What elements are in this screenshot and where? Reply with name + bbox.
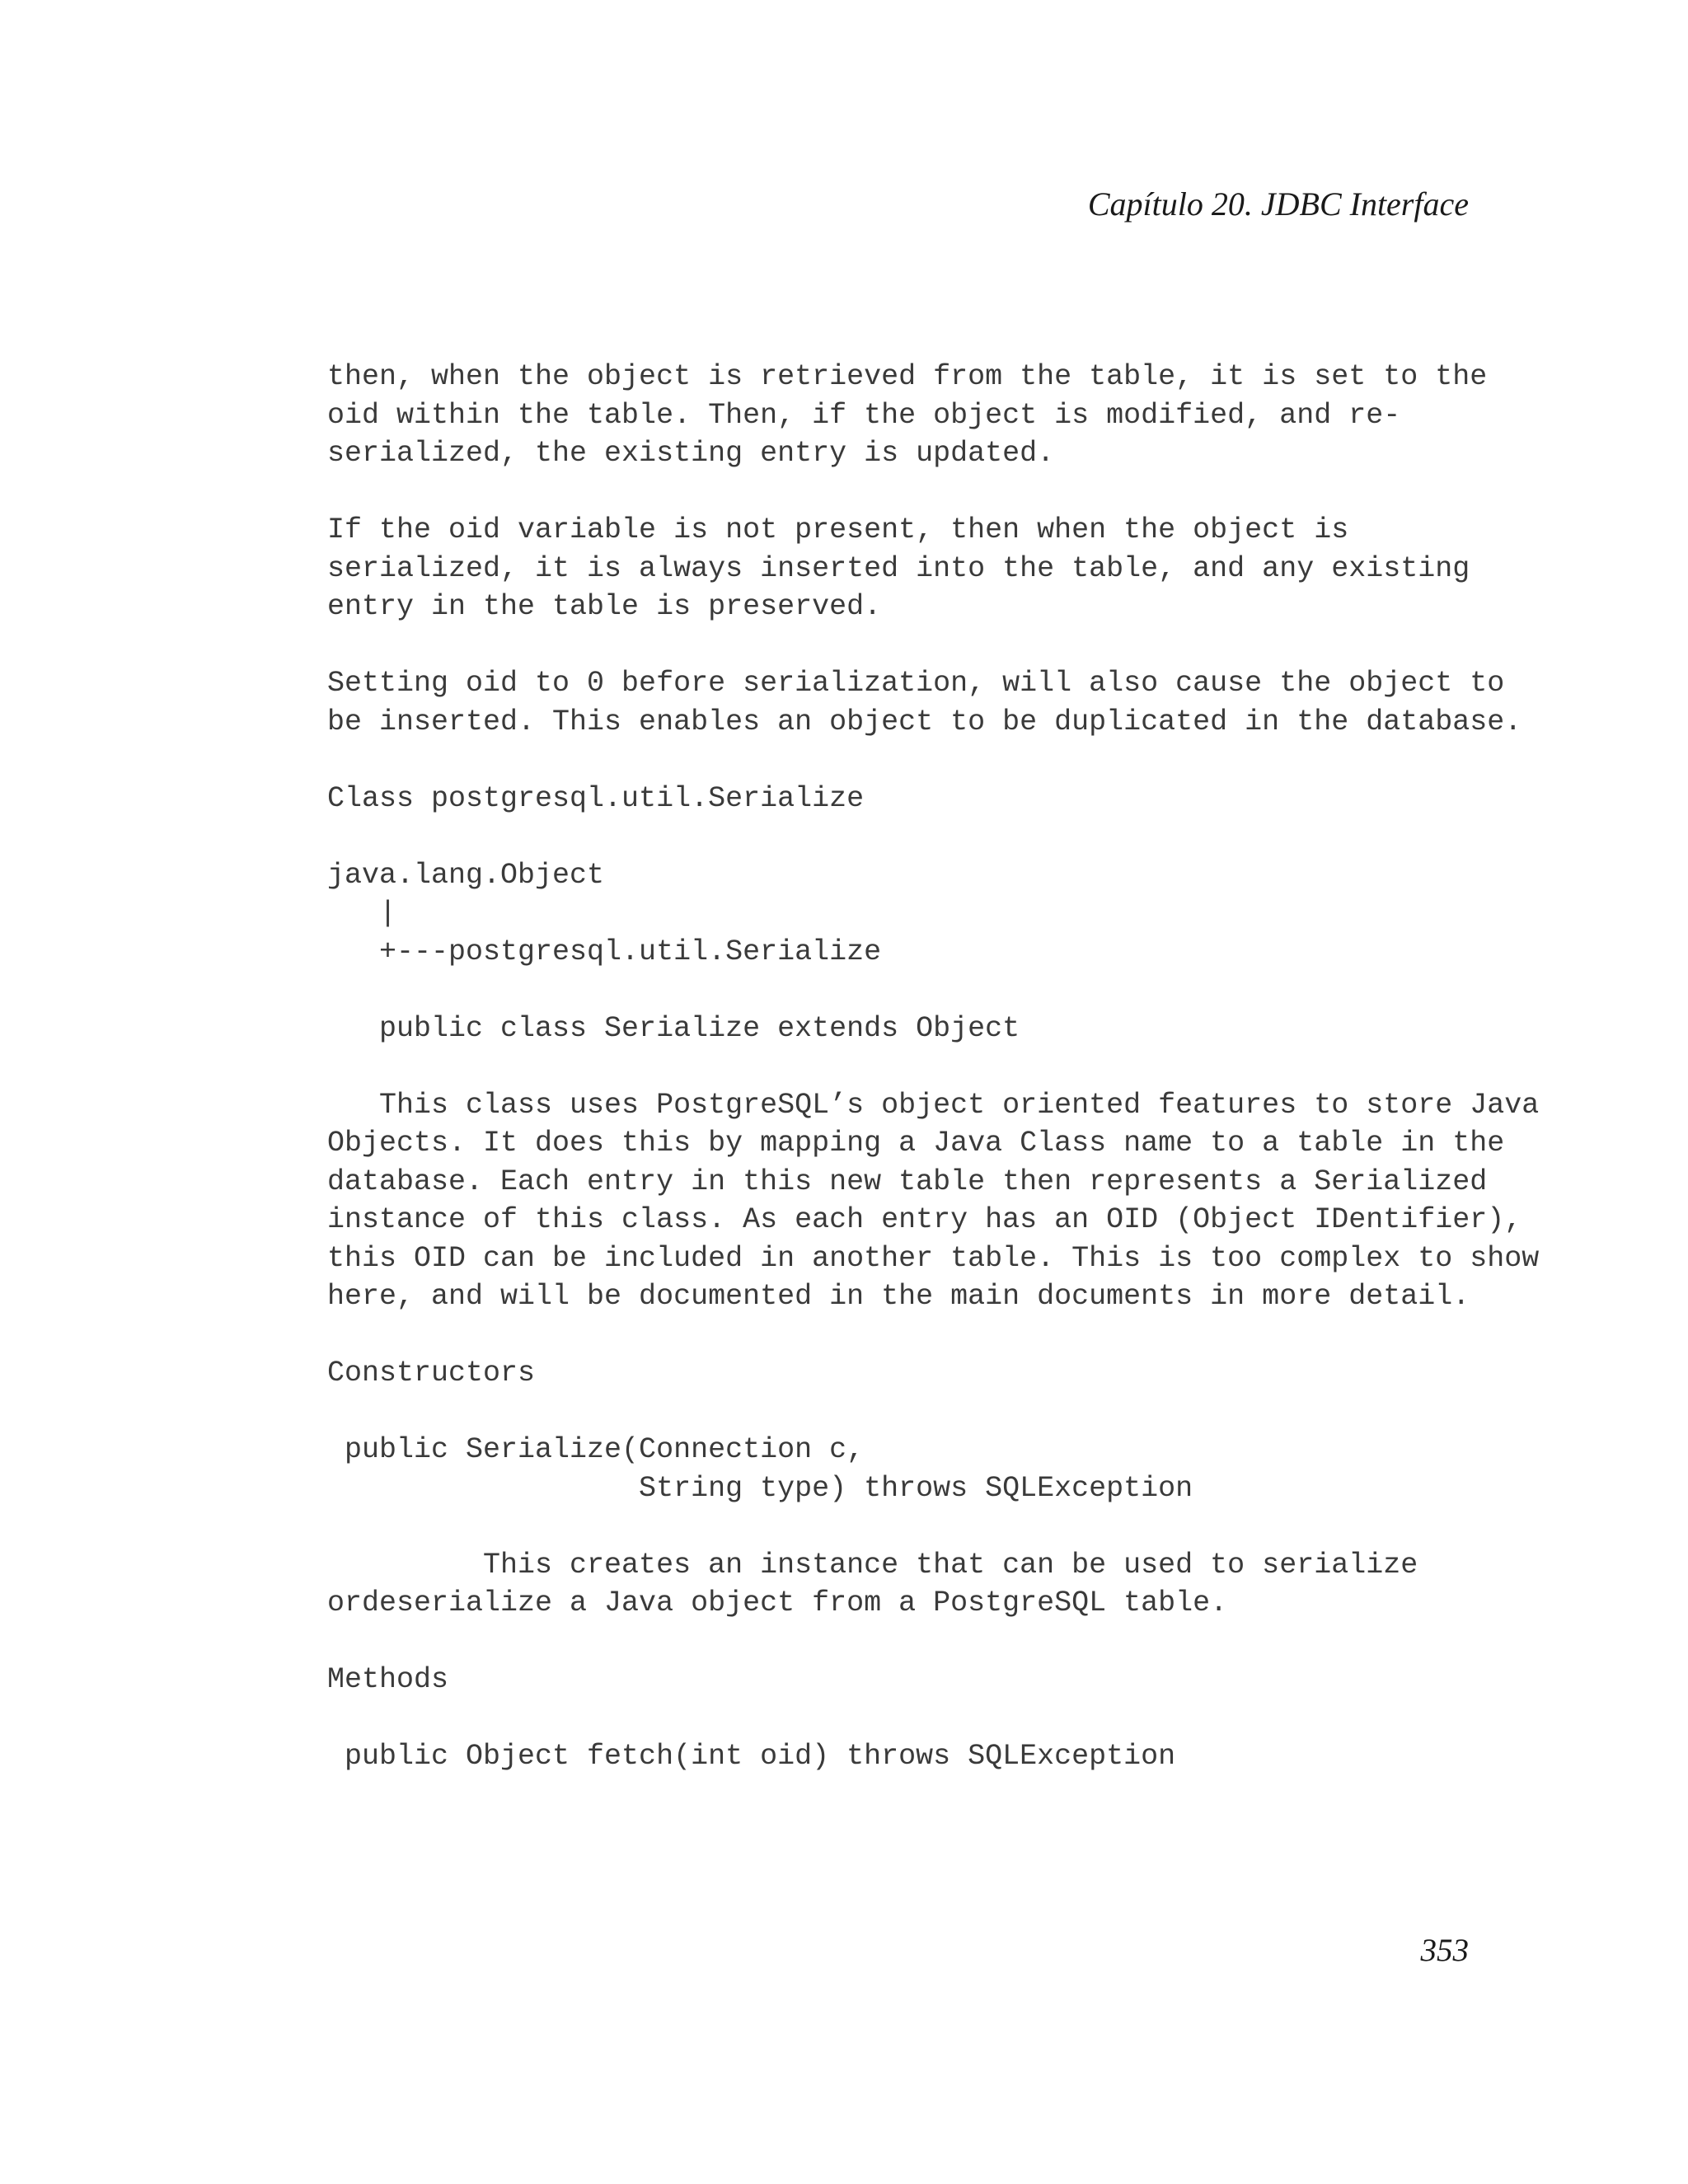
class-heading: Class postgresql.util.Serialize <box>327 781 865 815</box>
paragraph-oid-zero <box>327 664 1613 741</box>
text-line: serialized, it is always inserted into the table, and any existing <box>327 551 1470 585</box>
code-line: String type) throws SQLException <box>327 1471 1193 1505</box>
text-line: then, when the object is retrieved from the table, it is set to the <box>327 360 1488 393</box>
text-line: ordeserialize a Java object from a PostgreSQL table. <box>327 1586 1228 1619</box>
text-line: database. Each entry in this new table then represents a Serialized <box>327 1165 1488 1198</box>
text-line: This class uses PostgreSQL’s object oriented features to store Java <box>327 1088 1540 1122</box>
constructors-heading: Constructors <box>327 1357 536 1390</box>
paragraph-oid-update <box>327 358 1613 473</box>
hierarchy-line: java.lang.Object <box>327 858 605 892</box>
paragraph-oid-absent <box>327 511 1613 626</box>
hierarchy-line: | <box>327 897 397 930</box>
constructor-signature <box>327 1431 1613 1507</box>
methods-heading: Methods <box>327 1663 449 1696</box>
text-line: this OID can be included in another table. This is too complex to show <box>327 1241 1540 1275</box>
code-line: public Serialize(Connection c, <box>327 1433 865 1466</box>
running-header: Capítulo 20. JDBC Interface <box>1087 185 1469 223</box>
class-description <box>327 1086 1613 1316</box>
constructor-description <box>327 1546 1613 1623</box>
text-line: Setting oid to 0 before serialization, will also cause the object to <box>327 667 1505 700</box>
hierarchy-line: +---postgresql.util.Serialize <box>327 935 882 968</box>
class-hierarchy <box>327 856 1613 972</box>
class-declaration: public class Serialize extends Object <box>327 1011 1020 1045</box>
text-line: serialized, the existing entry is updated. <box>327 437 1055 470</box>
text-line: oid within the table. Then, if the object is modified, and re- <box>327 398 1401 432</box>
text-line: be inserted. This enables an object to be duplicated in the database. <box>327 705 1522 738</box>
text-line: Objects. It does this by mapping a Java Class name to a table in the <box>327 1127 1505 1160</box>
page-number: 353 <box>1420 1933 1469 1968</box>
text-line: If the oid variable is not present, then when the object is <box>327 513 1349 546</box>
text-line: entry in the table is preserved. <box>327 590 882 623</box>
page-body <box>327 358 1613 1776</box>
text-line: instance of this class. As each entry has an OID (Object IDentifier), <box>327 1203 1522 1236</box>
method-signature: public Object fetch(int oid) throws SQLException <box>327 1740 1176 1773</box>
text-line: here, and will be documented in the main documents in more detail. <box>327 1280 1470 1313</box>
text-line: This creates an instance that can be used to serialize <box>327 1548 1418 1582</box>
